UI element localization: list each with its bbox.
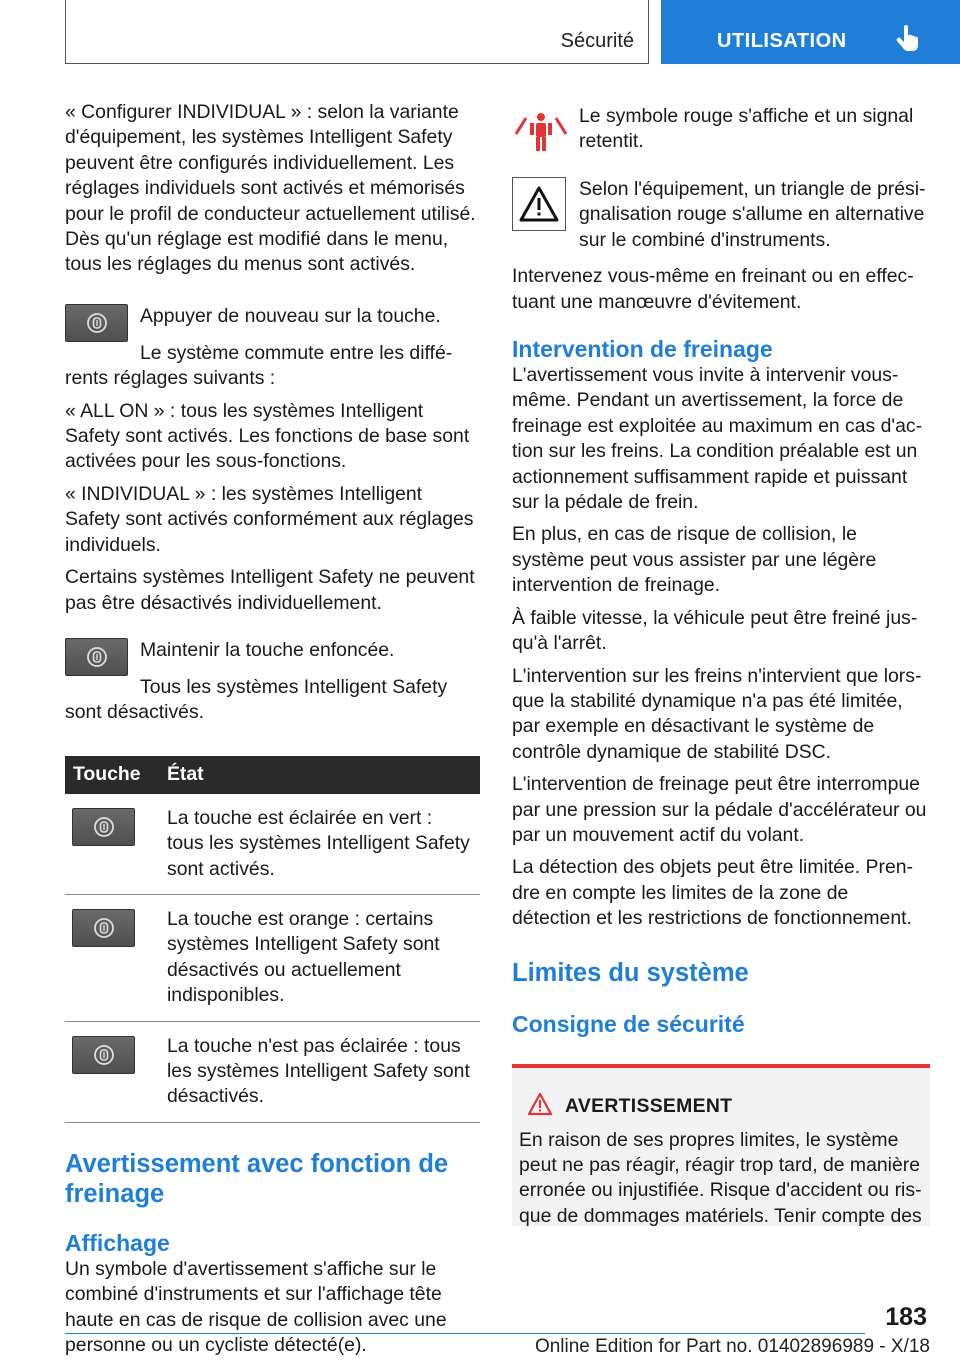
certain-text: Certains systèmes Intelligent Safety ne peuvent pas être désactivés individuellement. [65,566,475,614]
braking-paragraph-1: L'avertissement vous invite à intervenir vous-même. Pendant un avertissement, la force de freinage est exploitée au maximum en cas d'action sur les freins. La condition préalable est un actionnement suffisamment rapide et puissant sur la pédale de frein. [512,364,923,514]
all-on-text: « ALL ON » : tous les systèmes Intelligent Safety sont activés. Les fonctions de base sont activées pour les sous-fonctions. [65,399,470,473]
red-symbol-text: Le symbole rouge s'affiche et un signal retentit. [579,105,914,153]
red-symbol-block [512,104,930,163]
braking-paragraph-5: L'intervention de freinage peut être interrompue par une pression sur la pédale d'accélérateur ou par un mouvement actif du volant. [512,773,927,846]
chapter-tab[interactable] [661,0,960,64]
state-text: La touche est orange : certains systèmes Intelligent Safety sont désactivés ou actuellement indisponibles. [159,894,480,1021]
heading-system-limits: Limites du système [512,958,749,987]
state-text: La touche est éclairée en vert : tous les systèmes Intelligent Safety sont activés. [159,794,480,895]
warning-triangle-icon [512,177,579,257]
heading-warning-braking: Avertissement avec fonction de freinage [65,1149,449,1208]
hold-block [65,638,480,676]
state-text: La touche n'est pas éclairée : tous les systèmes Intelligent Safety sont désactivés. [159,1021,480,1122]
braking-paragraph-6: La détection des objets peut être limitée. Prendre en compte les limites de la zone de détection et les restrictions de fonctionnement. [512,856,913,930]
warning-box [512,1064,930,1226]
chapter-label: UTILISATION [717,30,847,52]
footer-divider [65,1333,865,1334]
left-column [65,100,480,1362]
configurer-paragraph: « Configurer INDIVIDUAL » : selon la variante d'équipement, les systèmes Intelligent Safety peuvent être configurés individuellement. Les réglages individuels sont activés et mémorisés pour le profil de conducteur actuellement utilisé. Dès qu'un réglage est modifié dans le menu, tous les réglages du menus sont activés. [65,101,476,276]
commutes-text: Le système commute entre les différents réglages suivants : [65,341,453,390]
braking-paragraph-2: En plus, en cas de risque de collision, le système peut vous assister par une légère intervention de freinage. [512,523,877,597]
warning-triangle-icon [527,1092,553,1122]
heading-safety-note: Consigne de sécurité [512,1010,745,1037]
heading-display: Affichage [65,1229,170,1256]
intelligent-safety-button-icon [65,304,128,342]
table-row [65,794,480,895]
hand-pointer-icon [895,24,921,57]
press-again-text: Appuyer de nouveau sur la touche. [140,304,441,327]
hold-text: Maintenir la touche enfoncée. [140,638,395,661]
press-again-block [65,304,480,342]
section-tab[interactable] [65,0,649,64]
section-label: Sécurité [560,30,634,52]
braking-paragraph-4: L'intervention sur les freins n'intervient que lorsque la stabilité dynamique n'a pas été limitée, par exemple en désactivant le système de contrôle dynamique de stabilité DSC. [512,664,922,763]
braking-paragraph-3: À faible vitesse, la véhicule peut être freiné jusqu'à l'arrêt. [512,606,918,655]
footer-edition: Online Edition for Part no. 01402896989 - X/18 [534,1336,930,1357]
page-header [0,0,960,66]
individual-text: « INDIVIDUAL » : les systèmes Intelligent Safety sont activés conformément aux réglages individuels. [65,482,474,556]
table-header-state: État [159,756,480,794]
table-row [65,894,480,1021]
display-paragraph: Un symbole d'avertissement s'affiche sur le combiné d'instruments et sur l'affichage tête haute en cas de risque de collision avec une personne ou un cycliste détecté(e). [65,1257,447,1356]
warning-title: AVERTISSEMENT [565,1095,733,1118]
table-header-button: Touche [65,756,159,794]
page-number: 183 [885,1303,927,1331]
warning-text: En raison de ses propres limites, le système peut ne pas réagir, réagir trop tard, de manière erronée ou injustifiée. Risque d'accident ou risque de dommages matériels. Tenir compte des [519,1128,922,1226]
all-off-text: Tous les systèmes Intelligent Safety sont désactivés. [65,675,448,724]
button-state-table [65,756,480,1123]
pedestrian-warning-icon [512,104,579,163]
triangle-block [512,177,930,257]
intelligent-safety-button-icon [72,909,135,947]
intelligent-safety-button-icon [72,808,135,846]
triangle-text: Selon l'équipement, un triangle de présignalisation rouge s'allume en alternative sur le combiné d'instruments. [579,178,926,251]
intervene-text: Intervenez vous-même en freinant ou en effectuant une manœuvre d'évitement. [512,265,914,313]
intelligent-safety-button-icon [72,1036,135,1074]
heading-braking-intervention: Intervention de freinage [512,336,773,363]
table-row [65,1021,480,1122]
intelligent-safety-button-icon [65,638,128,676]
right-column [512,104,930,1226]
